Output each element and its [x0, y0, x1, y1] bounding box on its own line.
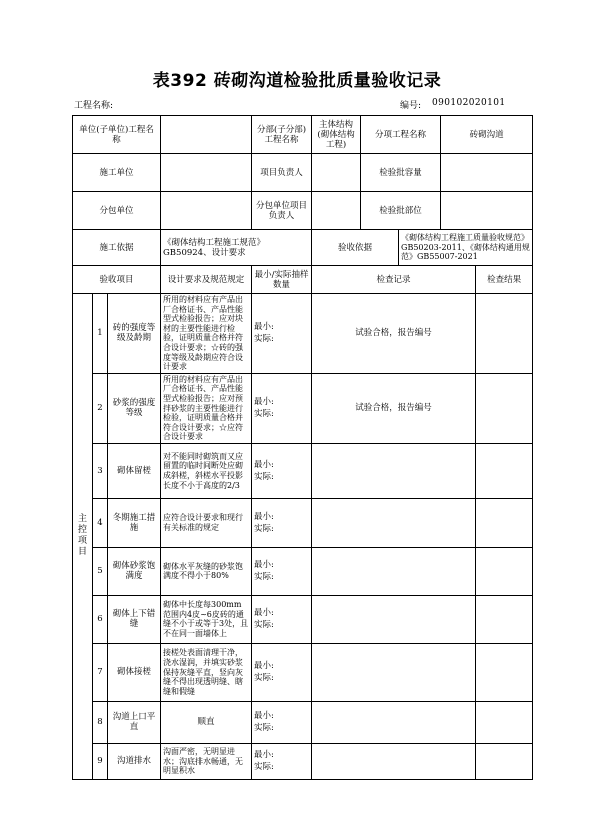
row-sample: 最小: 实际:	[252, 294, 312, 374]
row-item-name: 砂浆的强度等级	[108, 373, 161, 443]
row-result[interactable]	[476, 498, 533, 547]
row-no: 5	[93, 547, 108, 595]
row-requirement: 所用的材料应有产品出厂合格证书、产品性能型式检验报告；应对预拌砂浆的主要性能进行检验，证明质量合格并符合设计要求；☆应符合设计要求	[161, 373, 252, 443]
batch-size-value[interactable]	[441, 154, 533, 192]
batch-part-value[interactable]	[441, 192, 533, 230]
item-name-value: 砖砌沟道	[441, 116, 533, 154]
number-value: 090102020101	[432, 98, 506, 108]
subcontractor-value[interactable]	[161, 192, 252, 230]
row-requirement: 砌体水平灰缝的砂浆饱满度不得小于80%	[161, 547, 252, 595]
row-result[interactable]	[476, 595, 533, 643]
row-item-name: 砌体砂浆饱满度	[108, 547, 161, 595]
row-no: 9	[93, 743, 108, 779]
row-result[interactable]	[476, 294, 533, 374]
row-requirement: 砌体中长度每300mm范围内4皮~6皮砖的通缝不小于或等于3处，且不在同一面墙体上	[161, 595, 252, 643]
row-no: 6	[93, 595, 108, 643]
row-record[interactable]	[312, 595, 476, 643]
row-result[interactable]	[476, 643, 533, 701]
sub-lead-label: 分包单位项目负责人	[252, 192, 312, 230]
basis-label: 施工依据	[73, 230, 161, 266]
subdivision-value: 主体结构(砌体结构工程)	[312, 116, 361, 154]
row-record[interactable]	[312, 701, 476, 743]
col-record-header: 检查记录	[312, 266, 476, 294]
row-record: 试验合格，报告编号	[312, 294, 476, 374]
row-requirement: 应符合设计要求和现行有关标准的规定	[161, 498, 252, 547]
row-record: 试验合格，报告编号	[312, 373, 476, 443]
item-name-label: 分项工程名称	[361, 116, 441, 154]
row-no: 3	[93, 443, 108, 498]
unit-name-label: 单位(子单位)工程名称	[73, 116, 161, 154]
row-requirement: 顺直	[161, 701, 252, 743]
batch-size-label: 检验批容量	[361, 154, 441, 192]
col-req-header: 设计要求及规范规定	[161, 266, 252, 294]
batch-part-label: 检验批部位	[361, 192, 441, 230]
document-title: 表392 砖砌沟道检验批质量验收记录	[152, 71, 442, 91]
row-no: 1	[93, 294, 108, 374]
row-no: 7	[93, 643, 108, 701]
row-result[interactable]	[476, 443, 533, 498]
row-item-name: 砌体接槎	[108, 643, 161, 701]
col-item-header: 验收项目	[73, 266, 161, 294]
row-sample: 最小: 实际:	[252, 595, 312, 643]
row-result[interactable]	[476, 701, 533, 743]
row-result[interactable]	[476, 373, 533, 443]
row-result[interactable]	[476, 547, 533, 595]
row-item-name: 沟道排水	[108, 743, 161, 779]
row-item-name: 沟道上口平直	[108, 701, 161, 743]
acceptance-table	[72, 115, 533, 780]
row-item-name: 砌体上下错缝	[108, 595, 161, 643]
project-lead-label: 项目负责人	[252, 154, 312, 192]
construction-unit-label: 施工单位	[73, 154, 161, 192]
col-sample-header: 最小/实际抽样数量	[252, 266, 312, 294]
unit-name-value[interactable]	[161, 116, 252, 154]
group-label: 主控项目	[73, 294, 93, 780]
row-record[interactable]	[312, 498, 476, 547]
row-item-name: 冬期施工措施	[108, 498, 161, 547]
col-result-header: 检查结果	[476, 266, 533, 294]
subdivision-label: 分部(子分部)工程名称	[252, 116, 312, 154]
row-sample: 最小: 实际:	[252, 743, 312, 779]
row-result[interactable]	[476, 743, 533, 779]
row-record[interactable]	[312, 547, 476, 595]
row-requirement: 接槎处表面清理干净，浇水湿润，并填实砂浆保持灰缝平直，竖向灰缝不得出现透明缝、瞎缝和假缝	[161, 643, 252, 701]
project-lead-value[interactable]	[312, 154, 361, 192]
row-item-name: 砖的强度等级及龄期	[108, 294, 161, 374]
row-item-name: 砌体留槎	[108, 443, 161, 498]
subcontractor-label: 分包单位	[73, 192, 161, 230]
number-label: 编号:	[400, 101, 422, 111]
row-sample: 最小: 实际:	[252, 643, 312, 701]
sub-lead-value[interactable]	[312, 192, 361, 230]
project-name-label: 工程名称:	[74, 101, 114, 111]
row-requirement: 沟面严密，无明显进水；沟底排水畅通，无明显积水	[161, 743, 252, 779]
accept-basis-label: 验收依据	[312, 230, 399, 266]
row-no: 2	[93, 373, 108, 443]
row-no: 8	[93, 701, 108, 743]
row-record[interactable]	[312, 743, 476, 779]
row-sample: 最小: 实际:	[252, 498, 312, 547]
row-requirement: 所用的材料应有产品出厂合格证书、产品性能型式检验报告；应对块材的主要性能进行检验，证明质量合格并符合设计要求；☆砖的强度等级及龄期应符合设计要求	[161, 294, 252, 374]
row-no: 4	[93, 498, 108, 547]
row-sample: 最小: 实际:	[252, 701, 312, 743]
accept-basis-value: 《砌体结构工程施工质量验收规范》GB50203-2011、《砌体结构通用规范》GB55007-2021	[399, 230, 533, 266]
row-sample: 最小: 实际:	[252, 373, 312, 443]
basis-value: 《砌体结构工程施工规范》GB50924、设计要求	[161, 230, 312, 266]
row-requirement: 对不能同时砌筑而又应留置的临时间断处应砌成斜槎，斜槎水平投影长度不小于高度的2/3	[161, 443, 252, 498]
row-record[interactable]	[312, 443, 476, 498]
row-record[interactable]	[312, 643, 476, 701]
row-sample: 最小: 实际:	[252, 443, 312, 498]
row-sample: 最小: 实际:	[252, 547, 312, 595]
construction-unit-value[interactable]	[161, 154, 252, 192]
